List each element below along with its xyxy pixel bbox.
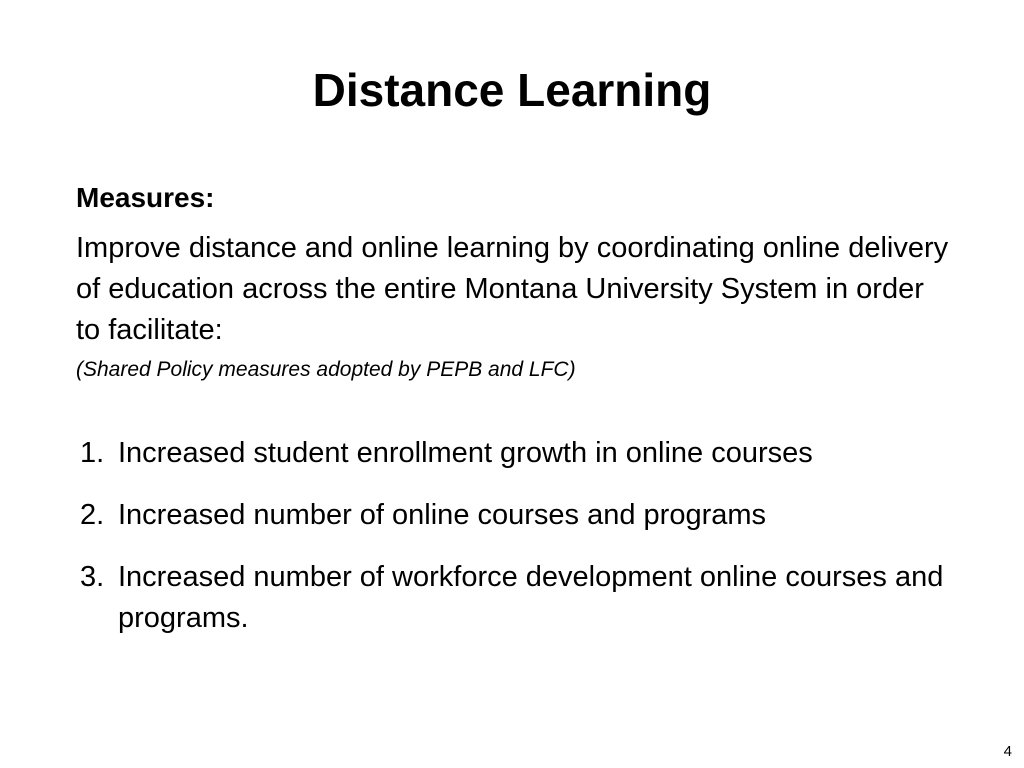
list-item-text: Increased student enrollment growth in online courses (118, 437, 813, 469)
list-item (80, 495, 980, 536)
list-item (80, 557, 980, 639)
list-item-text: Increased number of online courses and programs (118, 499, 767, 531)
list-item (80, 433, 980, 474)
measures-list (80, 433, 980, 660)
measures-heading: Measures: (76, 182, 215, 213)
list-item-number: 2. (80, 499, 105, 531)
body-text: Improve distance and online learning by coordinating online delivery of education across the entire Montana University System in order to facilitate: (76, 232, 949, 346)
list-item-number: 1. (80, 437, 105, 469)
page-number: 4 (1003, 743, 1012, 760)
policy-note: (Shared Policy measures adopted by PEPB and LFC) (76, 358, 576, 381)
list-item-text: Increased number of workforce development online courses and programs. (118, 561, 944, 634)
list-item-number: 3. (80, 561, 105, 593)
slide-title: Distance Learning (312, 64, 712, 116)
